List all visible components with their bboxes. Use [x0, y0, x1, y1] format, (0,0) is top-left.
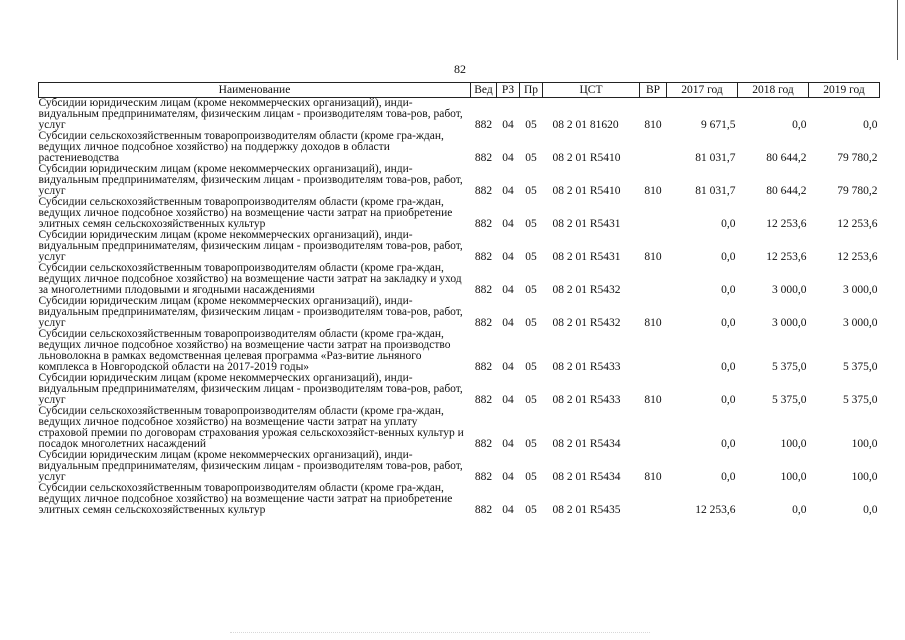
cell-vr: 810: [644, 251, 662, 263]
cell-vr: [640, 131, 667, 164]
table-row: [39, 406, 880, 450]
cell-vr: [640, 329, 667, 373]
cell-rz: 04: [502, 119, 514, 131]
cell-y2018: 5 375,0: [772, 394, 807, 406]
table-row: [39, 329, 880, 373]
cell-y2019: 12 253,6: [837, 218, 878, 230]
cell-y2018: 3 000,0: [772, 284, 807, 296]
cell-y2017: 0,0: [721, 218, 736, 230]
cell-ved: 882: [474, 504, 493, 516]
cell-name: Субсидии сельскохозяйственным товаропроизводителям области (кроме гра-ждан, ведущих личное подсобное хозяйство) на возмещение части затрат на закладку и уход за многолетними плодовыми и ягодными насаждениями: [38, 262, 462, 296]
cell-y2017: 0,0: [721, 284, 736, 296]
table-header-row: [39, 83, 880, 98]
cell-ved: 882: [474, 185, 493, 197]
cell-y2018: 0,0: [792, 504, 807, 516]
cell-name: Субсидии сельскохозяйственным товаропроизводителям области (кроме гра-ждан, ведущих личное подсобное хозяйство) на возмещение части затрат на приобретение элитных семян сельскохозяйственных культур: [38, 482, 453, 516]
table-row: [39, 98, 880, 132]
cell-ved: 882: [474, 471, 493, 483]
cell-y2018: 3 000,0: [772, 317, 807, 329]
header-2019: 2019 год: [809, 83, 880, 98]
cell-rz: 04: [502, 251, 514, 263]
header-name: Наименование: [39, 83, 471, 98]
cell-pr: 05: [525, 251, 537, 263]
cell-y2017: 0,0: [721, 471, 736, 483]
cell-rz: 04: [502, 284, 514, 296]
cell-y2018: 80 644,2: [766, 185, 807, 197]
table-row: [39, 483, 880, 516]
cell-ved: 882: [474, 394, 493, 406]
cell-cst: 08 2 01 R5433: [552, 361, 621, 373]
cell-cst: 08 2 01 R5410: [552, 152, 621, 164]
cell-y2017: 81 031,7: [695, 152, 736, 164]
cell-name: Субсидии сельскохозяйственным товаропроизводителям области (кроме гра-ждан, ведущих личное подсобное хозяйство) на возмещение части затрат на приобретение элитных семян сельскохозяйственных культур: [38, 196, 453, 230]
cell-y2019: 3 000,0: [843, 317, 878, 329]
cell-rz: 04: [502, 361, 514, 373]
cell-cst: 08 2 01 R5434: [552, 438, 621, 450]
cell-y2018: 0,0: [792, 119, 807, 131]
cell-ved: 882: [474, 251, 493, 263]
cell-rz: 04: [502, 152, 514, 164]
cell-y2017: 12 253,6: [695, 504, 736, 516]
cell-y2018: 12 253,6: [766, 251, 807, 263]
cell-y2018: 80 644,2: [766, 152, 807, 164]
cell-y2017: 81 031,7: [695, 185, 736, 197]
cell-rz: 04: [502, 394, 514, 406]
cell-vr: 810: [644, 317, 662, 329]
table-row: [39, 131, 880, 164]
cell-vr: 810: [644, 185, 662, 197]
cell-name: Субсидии сельскохозяйственным товаропроизводителям области (кроме гра-ждан, ведущих личное подсобное хозяйство) на возмещение части затрат на уплату страховой премии по договорам страхования урожая сельскохозяйст-венных культур и посадок многолетних насаждений: [38, 405, 464, 450]
cell-pr: 05: [525, 185, 537, 197]
cell-pr: 05: [525, 317, 537, 329]
cell-ved: 882: [474, 119, 493, 131]
table-row: [39, 373, 880, 406]
page-edge-rule: [897, 0, 898, 60]
cell-pr: 05: [525, 218, 537, 230]
cell-pr: 05: [525, 438, 537, 450]
cell-cst: 08 2 01 R5431: [552, 218, 621, 230]
header-2018: 2018 год: [738, 83, 809, 98]
cell-name: Субсидии юридическим лицам (кроме некоммерческих организаций), инди-видуальным предпринимателям, физическим лицам - производителям това-ров, работ, услуг: [38, 295, 463, 329]
cell-cst: 08 2 01 R5434: [552, 471, 621, 483]
cell-name: Субсидии сельскохозяйственным товаропроизводителям области (кроме гра-ждан, ведущих личное подсобное хозяйство) на возмещение части затрат на производство льноволокна в рамках ведомственная целевая программа «Раз-витие льняного комплекса в Новгородской области на 2017-2019 годы»: [38, 328, 451, 373]
cell-y2019: 5 375,0: [843, 361, 878, 373]
budget-table: [38, 82, 880, 516]
scan-artifact-line: [230, 632, 650, 634]
cell-y2017: 0,0: [721, 438, 736, 450]
cell-y2019: 79 780,2: [837, 185, 878, 197]
cell-vr: [640, 197, 667, 230]
header-vr: ВР: [640, 83, 667, 98]
cell-cst: 08 2 01 R5435: [552, 504, 621, 516]
cell-y2017: 0,0: [721, 361, 736, 373]
cell-pr: 05: [525, 504, 537, 516]
header-ved: Вед: [471, 83, 497, 98]
cell-y2018: 5 375,0: [772, 361, 807, 373]
header-pr: Пр: [520, 83, 543, 98]
cell-name: Субсидии юридическим лицам (кроме некоммерческих организаций), инди-видуальным предпринимателям, физическим лицам - производителям това-ров, работ, услуг: [38, 372, 463, 406]
cell-name: Субсидии юридическим лицам (кроме некоммерческих организаций), инди-видуальным предпринимателям, физическим лицам - производителям това-ров, работ, услуг: [38, 229, 463, 263]
cell-pr: 05: [525, 471, 537, 483]
cell-vr: [640, 483, 667, 516]
cell-pr: 05: [525, 361, 537, 373]
cell-y2019: 100,0: [851, 471, 878, 483]
cell-ved: 882: [474, 284, 493, 296]
cell-y2019: 0,0: [863, 504, 878, 516]
cell-y2019: 3 000,0: [843, 284, 878, 296]
cell-pr: 05: [525, 284, 537, 296]
cell-y2019: 12 253,6: [837, 251, 878, 263]
cell-y2017: 0,0: [721, 394, 736, 406]
table-row: [39, 450, 880, 483]
cell-ved: 882: [474, 361, 493, 373]
cell-ved: 882: [474, 438, 493, 450]
cell-vr: [640, 263, 667, 296]
cell-y2019: 5 375,0: [843, 394, 878, 406]
cell-rz: 04: [502, 504, 514, 516]
cell-cst: 08 2 01 R5433: [552, 394, 621, 406]
cell-rz: 04: [502, 317, 514, 329]
cell-y2017: 0,0: [721, 317, 736, 329]
cell-cst: 08 2 01 R5431: [552, 251, 621, 263]
cell-y2017: 9 671,5: [701, 119, 736, 131]
cell-rz: 04: [502, 471, 514, 483]
header-cst: ЦСТ: [543, 83, 640, 98]
cell-cst: 08 2 01 81620: [552, 119, 619, 131]
cell-ved: 882: [474, 317, 493, 329]
table-row: [39, 263, 880, 296]
cell-ved: 882: [474, 152, 493, 164]
cell-pr: 05: [525, 394, 537, 406]
cell-y2019: 79 780,2: [837, 152, 878, 164]
table-row: [39, 164, 880, 197]
cell-name: Субсидии сельскохозяйственным товаропроизводителям области (кроме гра-ждан, ведущих личное подсобное хозяйство) на поддержку доходов в области растениеводства: [38, 130, 444, 164]
table-row: [39, 197, 880, 230]
cell-y2018: 100,0: [780, 471, 807, 483]
cell-rz: 04: [502, 438, 514, 450]
cell-y2019: 100,0: [851, 438, 878, 450]
cell-pr: 05: [525, 152, 537, 164]
cell-pr: 05: [525, 119, 537, 131]
cell-y2018: 100,0: [780, 438, 807, 450]
header-rz: РЗ: [497, 83, 520, 98]
cell-y2017: 0,0: [721, 251, 736, 263]
cell-name: Субсидии юридическим лицам (кроме некоммерческих организаций), инди-видуальным предпринимателям, физическим лицам - производителям това-ров, работ, услуг: [38, 97, 463, 131]
cell-name: Субсидии юридическим лицам (кроме некоммерческих организаций), инди-видуальным предпринимателям, физическим лицам - производителям това-ров, работ, услуг: [38, 163, 463, 197]
cell-rz: 04: [502, 218, 514, 230]
header-2017: 2017 год: [667, 83, 738, 98]
cell-name: Субсидии юридическим лицам (кроме некоммерческих организаций), инди-видуальным предпринимателям, физическим лицам - производителям това-ров, работ, услуг: [38, 449, 463, 483]
cell-cst: 08 2 01 R5432: [552, 284, 621, 296]
cell-y2018: 12 253,6: [766, 218, 807, 230]
cell-cst: 08 2 01 R5410: [552, 185, 621, 197]
table-row: [39, 230, 880, 263]
table-row: [39, 296, 880, 329]
cell-rz: 04: [502, 185, 514, 197]
cell-vr: [640, 406, 667, 450]
cell-vr: 810: [644, 471, 662, 483]
cell-vr: 810: [644, 119, 662, 131]
cell-y2019: 0,0: [863, 119, 878, 131]
page-number: 82: [454, 62, 466, 76]
cell-vr: 810: [644, 394, 662, 406]
cell-ved: 882: [474, 218, 493, 230]
cell-cst: 08 2 01 R5432: [552, 317, 621, 329]
